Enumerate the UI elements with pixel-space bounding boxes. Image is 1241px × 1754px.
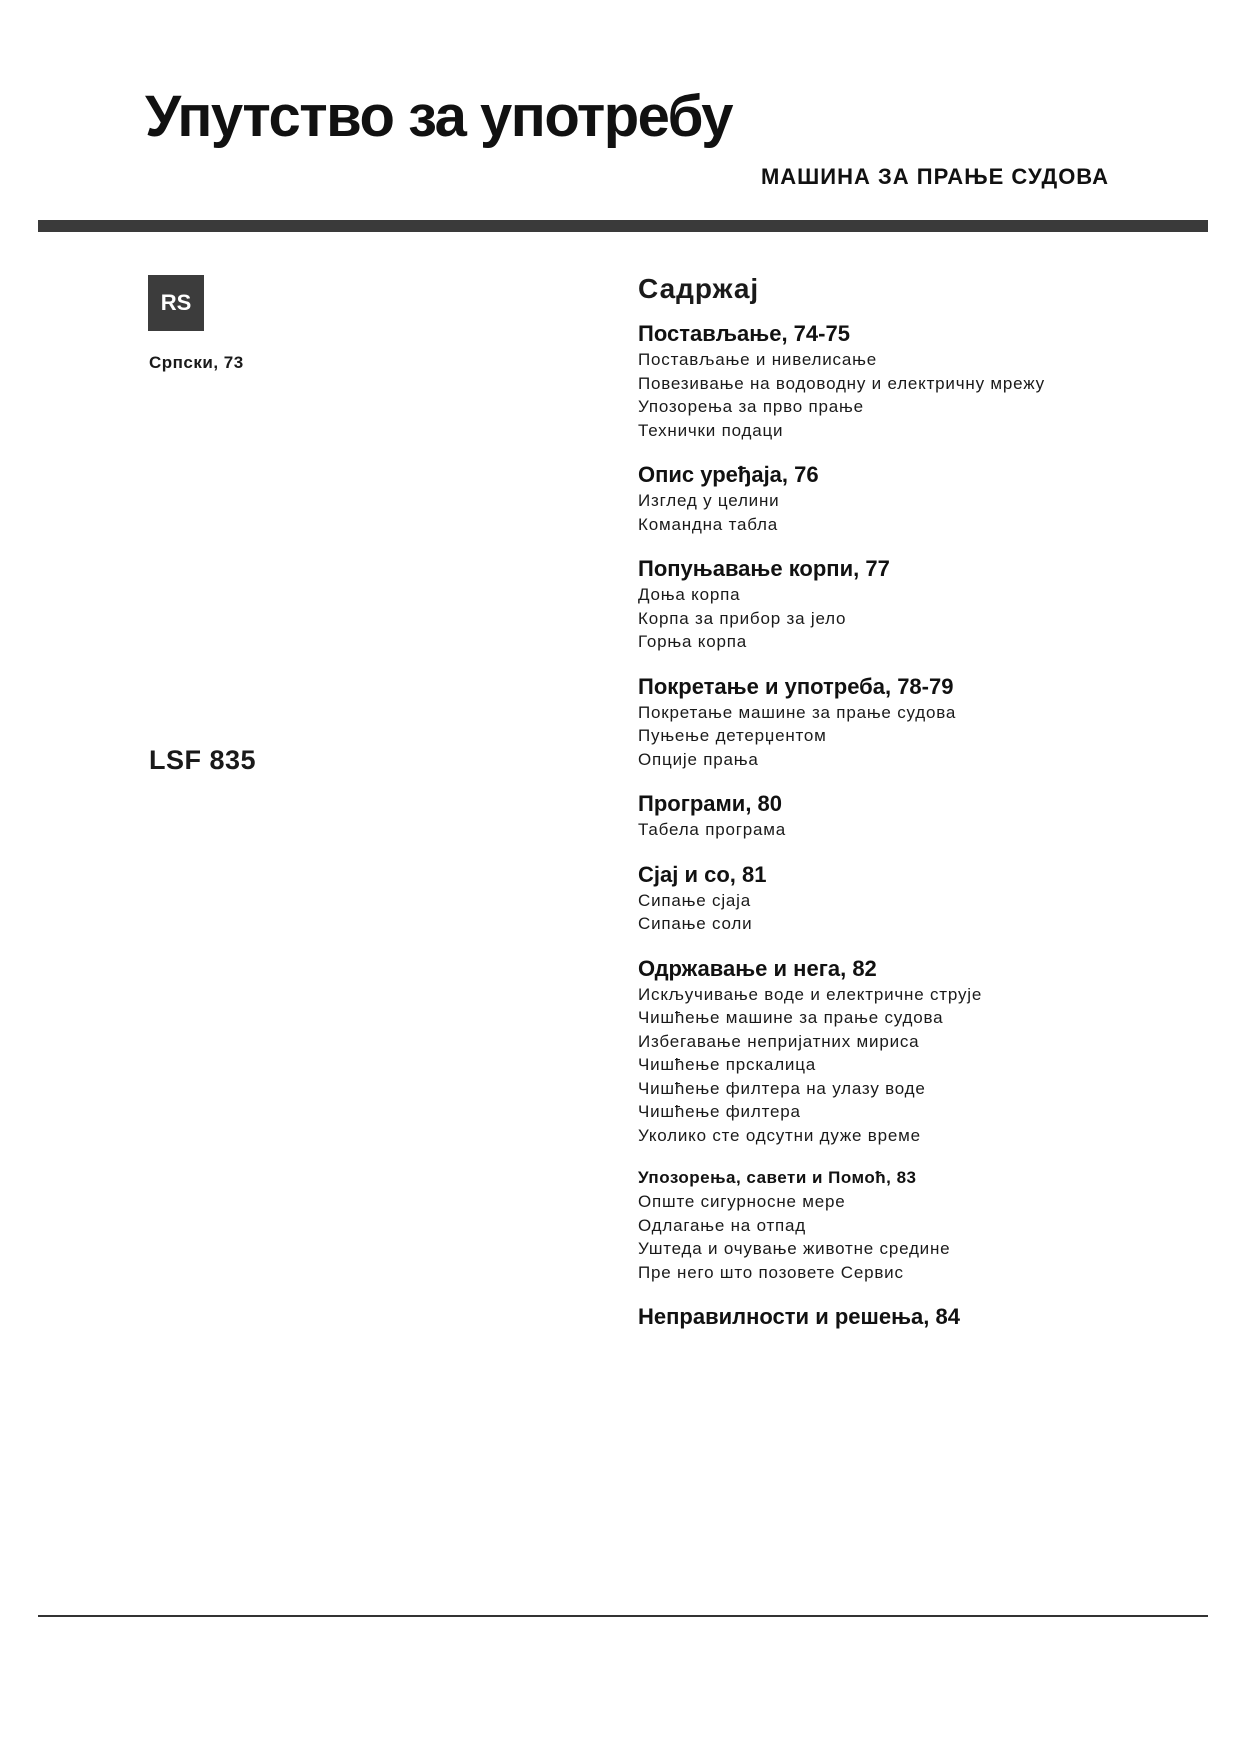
toc-section-title: Упозорења, савети и Помоћ, 83	[638, 1168, 917, 1187]
toc-section-title: Попуњавање корпи, 77	[638, 556, 890, 581]
toc-section-warnings-help	[638, 1166, 1198, 1284]
table-of-contents	[638, 272, 1198, 1350]
bottom-divider	[38, 1615, 1208, 1617]
toc-entry: Чишћење машине за прање судова	[638, 1008, 944, 1027]
toc-entry: Опције прања	[638, 749, 759, 769]
toc-entry: Покретање машине за прање судова	[638, 702, 957, 722]
language-label: Српски, 73	[149, 353, 244, 372]
toc-entry: Командна табла	[638, 514, 778, 534]
toc-entry: Повезивање на водоводну и електричну мрежу	[638, 373, 1045, 393]
toc-section-title: Постављање, 74-75	[638, 321, 850, 346]
top-divider	[38, 220, 1208, 232]
toc-section-title: Програми, 80	[638, 791, 783, 816]
toc-entry: Сипање сјаја	[638, 890, 751, 910]
toc-entry: Технички подаци	[638, 420, 784, 440]
toc-entry: Изглед у целини	[638, 491, 780, 510]
toc-entry: Сипање соли	[638, 914, 753, 933]
toc-section-description	[638, 461, 1198, 536]
language-badge: RS	[148, 275, 204, 331]
toc-entry: Упозорења за прво прање	[638, 397, 864, 416]
toc-entry: Постављање и нивелисање	[638, 350, 877, 369]
toc-entry: Табела програма	[638, 820, 786, 839]
toc-entry: Опште сигурносне мере	[638, 1192, 846, 1211]
toc-entry: Уштеда и очување животне средине	[638, 1239, 951, 1258]
toc-entry: Чишћење филтера на улазу воде	[638, 1078, 926, 1098]
page-title: Упутство за употребу	[145, 84, 732, 149]
toc-entry: Избегавање непријатних мириса	[638, 1031, 920, 1051]
toc-section-troubleshooting	[638, 1303, 1198, 1331]
toc-section-title: Опис уређаја, 76	[638, 462, 819, 487]
toc-section-title: Неправилности и решења, 84	[638, 1304, 960, 1329]
toc-entry: Чишћење филтера	[638, 1102, 801, 1121]
toc-entry: Доња корпа	[638, 585, 741, 604]
toc-section-loading-racks	[638, 555, 1198, 654]
toc-entry: Искључивање воде и електричне струје	[638, 984, 983, 1004]
model-number: LSF 835	[149, 745, 257, 775]
toc-entry: Одлагање на отпад	[638, 1215, 807, 1235]
toc-section-rinse-aid-salt	[638, 861, 1198, 936]
toc-section-maintenance	[638, 955, 1198, 1148]
toc-section-title: Сјај и со, 81	[638, 861, 767, 887]
toc-entry: Чишћење прскалица	[638, 1055, 816, 1074]
toc-section-programs	[638, 790, 1198, 842]
toc-heading: Садржај	[638, 273, 760, 304]
toc-entry: Корпа за прибор за јело	[638, 608, 847, 628]
toc-section-title: Одржавање и нега, 82	[638, 955, 877, 981]
toc-entry: Горња корпа	[638, 632, 747, 651]
toc-entry: Уколико сте одсутни дуже време	[638, 1125, 921, 1145]
product-subtitle: МАШИНА ЗА ПРАЊЕ СУДОВА	[760, 164, 1109, 189]
toc-entry: Пуњење детерџентом	[638, 726, 827, 745]
toc-section-installation	[638, 320, 1198, 442]
toc-entry: Пре него што позовете Сервис	[638, 1262, 904, 1282]
toc-section-title: Покретање и употреба, 78-79	[638, 673, 954, 699]
toc-section-start-and-use	[638, 673, 1198, 772]
